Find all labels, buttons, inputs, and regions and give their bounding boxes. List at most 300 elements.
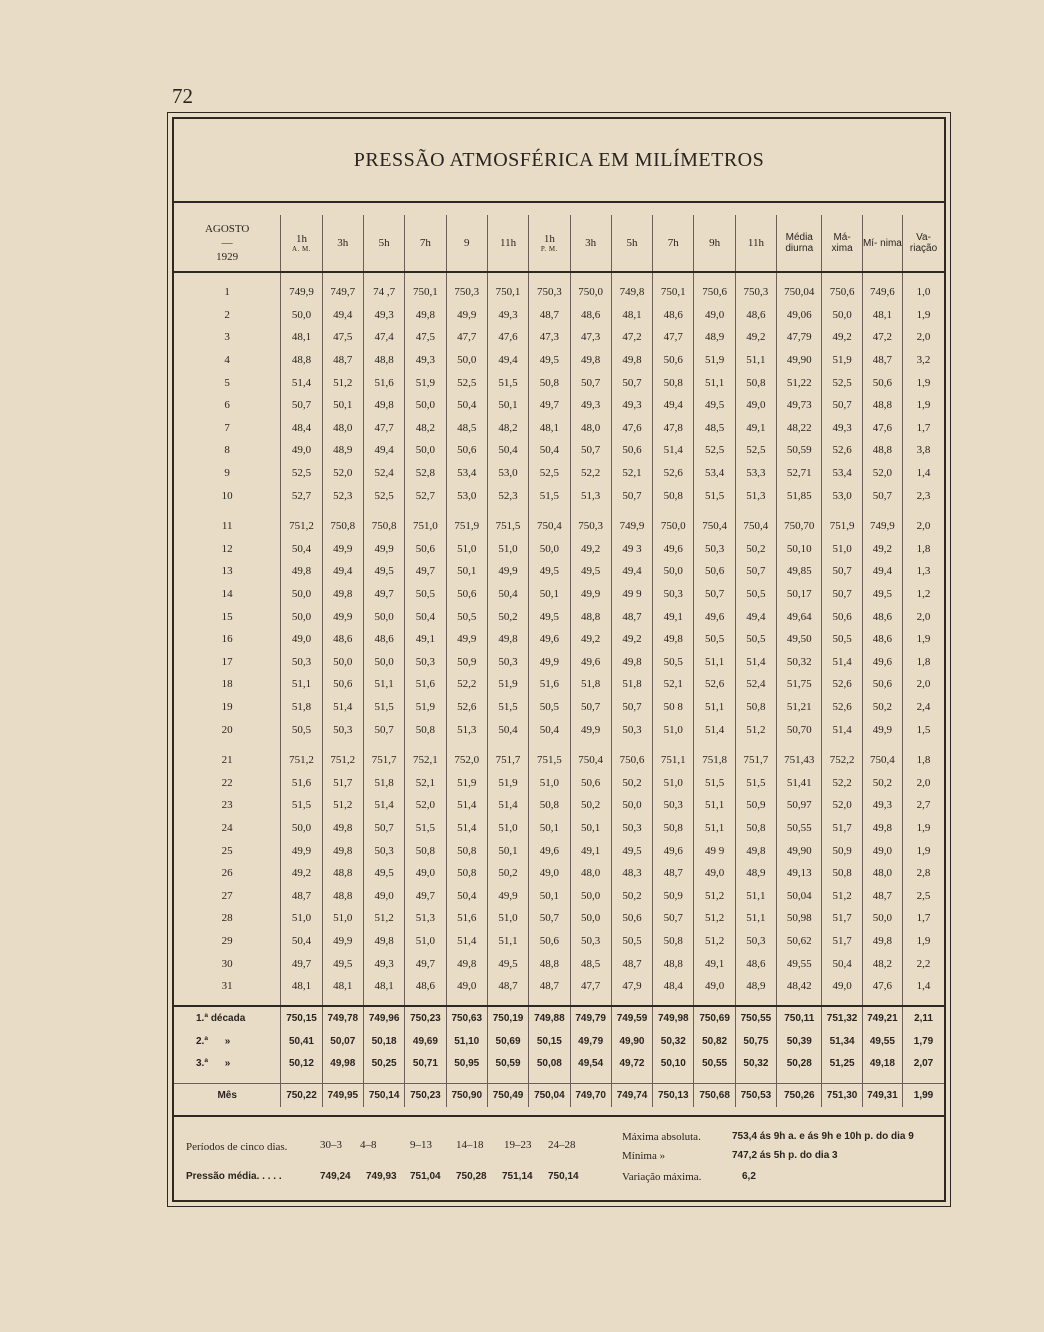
value-cell: 749,7 bbox=[322, 281, 363, 304]
value-cell: 49,2 bbox=[570, 538, 611, 561]
value-cell: 51,9 bbox=[694, 349, 735, 372]
value-cell: 49,2 bbox=[735, 326, 776, 349]
value-cell: 48,7 bbox=[611, 952, 652, 975]
value-cell: 50,6 bbox=[862, 673, 902, 696]
value-cell: 52,0 bbox=[822, 794, 862, 817]
value-cell: 50,8 bbox=[529, 794, 570, 817]
value-cell: 52,6 bbox=[822, 696, 862, 719]
value-cell: 48,6 bbox=[653, 304, 694, 327]
value-cell: 47,9 bbox=[611, 975, 652, 998]
table-row bbox=[174, 304, 944, 327]
period-1: 30–3 bbox=[320, 1139, 342, 1151]
value-cell: 50,7 bbox=[611, 371, 652, 394]
value-cell: 751,7 bbox=[735, 749, 776, 772]
decade-value: 50,71 bbox=[405, 1053, 446, 1076]
value-cell: 51,4 bbox=[322, 696, 363, 719]
value-cell: 2,0 bbox=[903, 326, 944, 349]
value-cell: 52,4 bbox=[735, 673, 776, 696]
day-cell: 31 bbox=[221, 980, 233, 993]
value-cell: 51,0 bbox=[405, 930, 446, 953]
day-cell: 15 bbox=[221, 610, 233, 623]
value-cell: 752,0 bbox=[446, 749, 487, 772]
value-cell: 750,0 bbox=[570, 281, 611, 304]
value-cell: 51,0 bbox=[822, 538, 862, 561]
value-cell: 52,6 bbox=[446, 696, 487, 719]
value-cell: 50,8 bbox=[653, 371, 694, 394]
decade-value: 50,39 bbox=[777, 1030, 822, 1053]
value-cell: 49,3 bbox=[363, 952, 404, 975]
value-cell: 51,9 bbox=[405, 696, 446, 719]
value-cell: 51,8 bbox=[611, 673, 652, 696]
value-cell: 47,6 bbox=[611, 417, 652, 440]
value-cell: 49,9 bbox=[446, 628, 487, 651]
decade-value: 51,25 bbox=[822, 1053, 862, 1076]
value-cell: 50,0 bbox=[570, 907, 611, 930]
value-cell: 50,6 bbox=[446, 583, 487, 606]
value-cell: 751,0 bbox=[405, 515, 446, 538]
value-cell: 750,4 bbox=[529, 515, 570, 538]
table-row bbox=[174, 605, 944, 628]
decade-value: 749,21 bbox=[862, 1006, 902, 1030]
value-cell: 48,9 bbox=[735, 862, 776, 885]
value-cell: 50,4 bbox=[446, 884, 487, 907]
stat-header-3: Va- riação bbox=[903, 215, 944, 272]
value-cell: 47,7 bbox=[363, 417, 404, 440]
decade-value: 750,19 bbox=[487, 1006, 528, 1030]
table-row bbox=[174, 794, 944, 817]
value-cell: 751,1 bbox=[653, 749, 694, 772]
value-cell: 51,4 bbox=[822, 718, 862, 741]
value-cell: 50,6 bbox=[529, 930, 570, 953]
value-cell: 50,8 bbox=[822, 862, 862, 885]
value-cell: 48,6 bbox=[735, 304, 776, 327]
decade-value: 50,32 bbox=[735, 1053, 776, 1076]
value-cell: 51,4 bbox=[653, 439, 694, 462]
table-row bbox=[174, 884, 944, 907]
value-cell: 50,55 bbox=[777, 817, 822, 840]
value-cell: 49,50 bbox=[777, 628, 822, 651]
value-cell: 50,5 bbox=[694, 628, 735, 651]
value-cell: 50,1 bbox=[529, 884, 570, 907]
value-cell: 1,9 bbox=[903, 394, 944, 417]
value-cell: 49,1 bbox=[570, 839, 611, 862]
mes-value: 751,30 bbox=[822, 1084, 862, 1107]
day-cell: 29 bbox=[221, 934, 233, 947]
pressao-6: 750,14 bbox=[548, 1171, 579, 1182]
day-cell: 21 bbox=[221, 754, 233, 767]
value-cell: 49,13 bbox=[777, 862, 822, 885]
value-cell: 53,0 bbox=[446, 484, 487, 507]
value-cell: 48,1 bbox=[281, 975, 322, 998]
mes-value: 750,14 bbox=[363, 1084, 404, 1107]
value-cell: 51,5 bbox=[694, 484, 735, 507]
value-cell: 49,8 bbox=[322, 839, 363, 862]
spacer-row bbox=[174, 507, 944, 515]
value-cell: 48,7 bbox=[487, 975, 528, 998]
value-cell: 751,43 bbox=[777, 749, 822, 772]
value-cell: 51,0 bbox=[322, 907, 363, 930]
value-cell: 52,5 bbox=[281, 462, 322, 485]
month-label: AGOSTO bbox=[204, 223, 250, 235]
value-cell: 50,8 bbox=[653, 930, 694, 953]
day-cell: 7 bbox=[224, 421, 230, 434]
value-cell: 49,90 bbox=[777, 349, 822, 372]
period-2: 4–8 bbox=[360, 1139, 377, 1151]
value-cell: 49 9 bbox=[694, 839, 735, 862]
value-cell: 50,62 bbox=[777, 930, 822, 953]
value-cell: 52,71 bbox=[777, 462, 822, 485]
value-cell: 50,2 bbox=[487, 862, 528, 885]
value-cell: 2,5 bbox=[903, 884, 944, 907]
decade-value: 50,12 bbox=[281, 1053, 322, 1076]
value-cell: 51,8 bbox=[570, 673, 611, 696]
value-cell: 50,04 bbox=[777, 884, 822, 907]
day-cell: 11 bbox=[221, 520, 233, 533]
value-cell: 50,3 bbox=[653, 583, 694, 606]
value-cell: 48,9 bbox=[322, 439, 363, 462]
value-cell: 48,9 bbox=[694, 326, 735, 349]
mes-value: 750,04 bbox=[529, 1084, 570, 1107]
table-row bbox=[174, 651, 944, 674]
value-cell: 49,7 bbox=[405, 560, 446, 583]
value-cell: 52,5 bbox=[446, 371, 487, 394]
value-cell: 48,5 bbox=[446, 417, 487, 440]
value-cell: 49,9 bbox=[529, 651, 570, 674]
value-cell: 50,0 bbox=[822, 304, 862, 327]
value-cell: 49,8 bbox=[611, 349, 652, 372]
value-cell: 50,3 bbox=[611, 817, 652, 840]
value-cell: 51,22 bbox=[777, 371, 822, 394]
mes-value: 750,90 bbox=[446, 1084, 487, 1107]
value-cell: 2,8 bbox=[903, 862, 944, 885]
value-cell: 53,4 bbox=[694, 462, 735, 485]
value-cell: 49,8 bbox=[363, 930, 404, 953]
value-cell: 50,4 bbox=[446, 394, 487, 417]
hour-period: P. M. bbox=[540, 245, 558, 253]
value-cell: 50,2 bbox=[862, 696, 902, 719]
value-cell: 51,5 bbox=[363, 696, 404, 719]
table-row bbox=[174, 538, 944, 561]
decade-label: 2.ª » bbox=[196, 1035, 231, 1047]
table-row bbox=[174, 771, 944, 794]
value-cell: 48,1 bbox=[322, 975, 363, 998]
table-row bbox=[174, 394, 944, 417]
value-cell: 51,6 bbox=[446, 907, 487, 930]
day-cell: 26 bbox=[221, 867, 233, 880]
value-cell: 53,4 bbox=[822, 462, 862, 485]
value-cell: 47,8 bbox=[653, 417, 694, 440]
value-cell: 49,5 bbox=[529, 605, 570, 628]
value-cell: 51,5 bbox=[529, 484, 570, 507]
mes-value: 749,74 bbox=[611, 1084, 652, 1107]
value-cell: 49,9 bbox=[487, 884, 528, 907]
stat-header-2: Mí- nima bbox=[862, 215, 902, 272]
mes-value: 750,53 bbox=[735, 1084, 776, 1107]
value-cell: 51,4 bbox=[446, 930, 487, 953]
value-cell: 49,7 bbox=[363, 583, 404, 606]
value-cell: 48,7 bbox=[611, 605, 652, 628]
value-cell: 50,7 bbox=[822, 583, 862, 606]
value-cell: 50,5 bbox=[735, 583, 776, 606]
value-cell: 50,3 bbox=[653, 794, 694, 817]
value-cell: 50,7 bbox=[822, 394, 862, 417]
mes-value: 750,26 bbox=[777, 1084, 822, 1107]
value-cell: 50,2 bbox=[487, 605, 528, 628]
value-cell: 48,8 bbox=[862, 439, 902, 462]
value-cell: 53,0 bbox=[487, 462, 528, 485]
value-cell: 751,8 bbox=[694, 749, 735, 772]
value-cell: 51,0 bbox=[487, 907, 528, 930]
table-row bbox=[174, 484, 944, 507]
value-cell: 49,5 bbox=[529, 560, 570, 583]
value-cell: 51,4 bbox=[822, 651, 862, 674]
mes-value: 1,99 bbox=[903, 1084, 944, 1107]
decade-value: 49,79 bbox=[570, 1030, 611, 1053]
table-row bbox=[174, 326, 944, 349]
value-cell: 50,4 bbox=[281, 930, 322, 953]
pressao-4: 750,28 bbox=[456, 1171, 487, 1182]
value-cell: 49,0 bbox=[862, 839, 902, 862]
value-cell: 52,0 bbox=[405, 794, 446, 817]
value-cell: 48,42 bbox=[777, 975, 822, 998]
decade-value: 749,78 bbox=[322, 1006, 363, 1030]
value-cell: 48,6 bbox=[735, 952, 776, 975]
value-cell: 51,2 bbox=[694, 907, 735, 930]
value-cell: 750,6 bbox=[694, 281, 735, 304]
value-cell: 49,4 bbox=[735, 605, 776, 628]
value-cell: 47,6 bbox=[862, 417, 902, 440]
value-cell: 49,8 bbox=[611, 651, 652, 674]
value-cell: 50,8 bbox=[735, 371, 776, 394]
value-cell: 50,6 bbox=[653, 349, 694, 372]
value-cell: 750,0 bbox=[653, 515, 694, 538]
value-cell: 49,8 bbox=[487, 628, 528, 651]
value-cell: 51,3 bbox=[735, 484, 776, 507]
day-cell: 9 bbox=[224, 467, 230, 480]
value-cell: 51,41 bbox=[777, 771, 822, 794]
value-cell: 49,9 bbox=[446, 304, 487, 327]
value-cell: 51,1 bbox=[694, 794, 735, 817]
decade-value: 750,63 bbox=[446, 1006, 487, 1030]
decade-value: 51,34 bbox=[822, 1030, 862, 1053]
pressure-table bbox=[174, 215, 944, 1107]
value-cell: 49,8 bbox=[281, 560, 322, 583]
decade-value: 49,69 bbox=[405, 1030, 446, 1053]
decade-value: 750,15 bbox=[281, 1006, 322, 1030]
day-cell: 14 bbox=[221, 588, 233, 601]
table-title: PRESSÃO ATMOSFÉRICA EM MILÍMETROS bbox=[353, 149, 765, 171]
spacer-row bbox=[174, 1075, 944, 1084]
hour-label: 9h bbox=[709, 237, 721, 249]
value-cell: 51,1 bbox=[694, 371, 735, 394]
value-cell: 50,2 bbox=[862, 771, 902, 794]
value-cell: 51,7 bbox=[822, 817, 862, 840]
value-cell: 74 ,7 bbox=[363, 281, 404, 304]
value-cell: 50,7 bbox=[570, 439, 611, 462]
variacao-label: Variação máxima. bbox=[622, 1171, 702, 1183]
value-cell: 52,4 bbox=[363, 462, 404, 485]
value-cell: 50,7 bbox=[363, 817, 404, 840]
value-cell: 49,9 bbox=[862, 718, 902, 741]
value-cell: 52,1 bbox=[653, 673, 694, 696]
pressao-2: 749,93 bbox=[366, 1171, 397, 1182]
value-cell: 50,0 bbox=[653, 560, 694, 583]
day-cell: 27 bbox=[221, 889, 233, 902]
decade-row bbox=[174, 1006, 944, 1030]
value-cell: 50,3 bbox=[405, 651, 446, 674]
value-cell: 49,4 bbox=[862, 560, 902, 583]
day-cell: 30 bbox=[221, 957, 233, 970]
value-cell: 49,7 bbox=[281, 952, 322, 975]
value-cell: 49,8 bbox=[653, 628, 694, 651]
value-cell: 48,1 bbox=[529, 417, 570, 440]
value-cell: 51,5 bbox=[487, 371, 528, 394]
value-cell: 50,0 bbox=[862, 907, 902, 930]
value-cell: 49,7 bbox=[405, 884, 446, 907]
value-cell: 50,6 bbox=[694, 560, 735, 583]
period-4: 14–18 bbox=[456, 1139, 484, 1151]
value-cell: 2,7 bbox=[903, 794, 944, 817]
value-cell: 2,0 bbox=[903, 771, 944, 794]
minima-value: 747,2 ás 5h p. do dia 3 bbox=[732, 1150, 838, 1161]
value-cell: 1,8 bbox=[903, 538, 944, 561]
table-row bbox=[174, 975, 944, 998]
value-cell: 48,9 bbox=[735, 975, 776, 998]
value-cell: 50,5 bbox=[822, 628, 862, 651]
value-cell: 51,2 bbox=[322, 794, 363, 817]
value-cell: 50,1 bbox=[322, 394, 363, 417]
hour-label: 5h bbox=[626, 237, 638, 249]
value-cell: 750,4 bbox=[570, 749, 611, 772]
value-cell: 51,0 bbox=[446, 538, 487, 561]
value-cell: 51,4 bbox=[487, 794, 528, 817]
day-cell: 25 bbox=[221, 844, 233, 857]
value-cell: 50,3 bbox=[735, 930, 776, 953]
decade-value: 50,69 bbox=[487, 1030, 528, 1053]
value-cell: 48,8 bbox=[570, 605, 611, 628]
value-cell: 51,4 bbox=[694, 718, 735, 741]
value-cell: 48,8 bbox=[322, 884, 363, 907]
value-cell: 49,9 bbox=[570, 583, 611, 606]
value-cell: 50,7 bbox=[694, 583, 735, 606]
value-cell: 49,9 bbox=[363, 538, 404, 561]
month-dash: — bbox=[221, 237, 233, 249]
value-cell: 48,3 bbox=[611, 862, 652, 885]
value-cell: 50,8 bbox=[735, 696, 776, 719]
value-cell: 50,6 bbox=[822, 605, 862, 628]
decade-value: 2,07 bbox=[903, 1053, 944, 1076]
value-cell: 49,2 bbox=[862, 538, 902, 561]
value-cell: 48,8 bbox=[529, 952, 570, 975]
day-cell: 3 bbox=[224, 331, 230, 344]
value-cell: 50,3 bbox=[570, 930, 611, 953]
pressao-1: 749,24 bbox=[320, 1171, 351, 1182]
value-cell: 750,4 bbox=[694, 515, 735, 538]
value-cell: 47,3 bbox=[570, 326, 611, 349]
value-cell: 50,4 bbox=[487, 439, 528, 462]
value-cell: 50,2 bbox=[570, 794, 611, 817]
value-cell: 750,8 bbox=[363, 515, 404, 538]
value-cell: 49,5 bbox=[322, 952, 363, 975]
pressao-3: 751,04 bbox=[410, 1171, 441, 1182]
value-cell: 751,9 bbox=[822, 515, 862, 538]
decade-value: 50,25 bbox=[363, 1053, 404, 1076]
day-cell: 1 bbox=[224, 286, 230, 299]
table-row bbox=[174, 462, 944, 485]
value-cell: 49,8 bbox=[405, 304, 446, 327]
month-header bbox=[174, 215, 281, 272]
period-6: 24–28 bbox=[548, 1139, 576, 1151]
value-cell: 48,8 bbox=[281, 349, 322, 372]
value-cell: 750,6 bbox=[611, 749, 652, 772]
hour-header-0 bbox=[281, 215, 322, 272]
value-cell: 49,2 bbox=[822, 326, 862, 349]
value-cell: 53,0 bbox=[822, 484, 862, 507]
value-cell: 50,8 bbox=[653, 817, 694, 840]
value-cell: 50,9 bbox=[653, 884, 694, 907]
value-cell: 50,0 bbox=[611, 794, 652, 817]
value-cell: 51,8 bbox=[281, 696, 322, 719]
value-cell: 51,4 bbox=[281, 371, 322, 394]
value-cell: 50,70 bbox=[777, 718, 822, 741]
hour-label: 1h bbox=[543, 233, 555, 245]
table-body bbox=[174, 272, 944, 1107]
value-cell: 751,5 bbox=[529, 749, 570, 772]
value-cell: 1,9 bbox=[903, 817, 944, 840]
value-cell: 49,0 bbox=[529, 862, 570, 885]
mes-value: 750,13 bbox=[653, 1084, 694, 1107]
value-cell: 49,6 bbox=[653, 538, 694, 561]
mes-value: 750,68 bbox=[694, 1084, 735, 1107]
value-cell: 47,3 bbox=[529, 326, 570, 349]
value-cell: 49,8 bbox=[570, 349, 611, 372]
value-cell: 49,1 bbox=[653, 605, 694, 628]
stat-header-0: Média diurna bbox=[777, 215, 822, 272]
value-cell: 51,2 bbox=[694, 884, 735, 907]
value-cell: 52,6 bbox=[653, 462, 694, 485]
value-cell: 1,5 bbox=[903, 718, 944, 741]
value-cell: 51,4 bbox=[363, 794, 404, 817]
decade-value: 2,11 bbox=[903, 1006, 944, 1030]
value-cell: 49,0 bbox=[281, 439, 322, 462]
value-cell: 49,5 bbox=[363, 862, 404, 885]
day-cell: 19 bbox=[221, 700, 233, 713]
value-cell: 749,9 bbox=[862, 515, 902, 538]
value-cell: 49,5 bbox=[363, 560, 404, 583]
value-cell: 48,6 bbox=[570, 304, 611, 327]
value-cell: 50,7 bbox=[653, 907, 694, 930]
value-cell: 51,6 bbox=[405, 673, 446, 696]
value-cell: 49,4 bbox=[487, 349, 528, 372]
value-cell: 48,5 bbox=[694, 417, 735, 440]
value-cell: 51,9 bbox=[822, 349, 862, 372]
value-cell: 49,2 bbox=[570, 628, 611, 651]
day-cell: 8 bbox=[224, 444, 230, 457]
day-cell: 2 bbox=[224, 308, 230, 321]
value-cell: 50,1 bbox=[487, 839, 528, 862]
value-cell: 48,6 bbox=[862, 628, 902, 651]
value-cell: 51,1 bbox=[694, 651, 735, 674]
value-cell: 50,3 bbox=[363, 839, 404, 862]
value-cell: 49,9 bbox=[487, 560, 528, 583]
decade-value: 50,15 bbox=[529, 1030, 570, 1053]
value-cell: 49,3 bbox=[570, 394, 611, 417]
value-cell: 48,4 bbox=[653, 975, 694, 998]
value-cell: 49,8 bbox=[862, 817, 902, 840]
value-cell: 52,5 bbox=[363, 484, 404, 507]
value-cell: 51,2 bbox=[735, 718, 776, 741]
value-cell: 50,5 bbox=[735, 628, 776, 651]
